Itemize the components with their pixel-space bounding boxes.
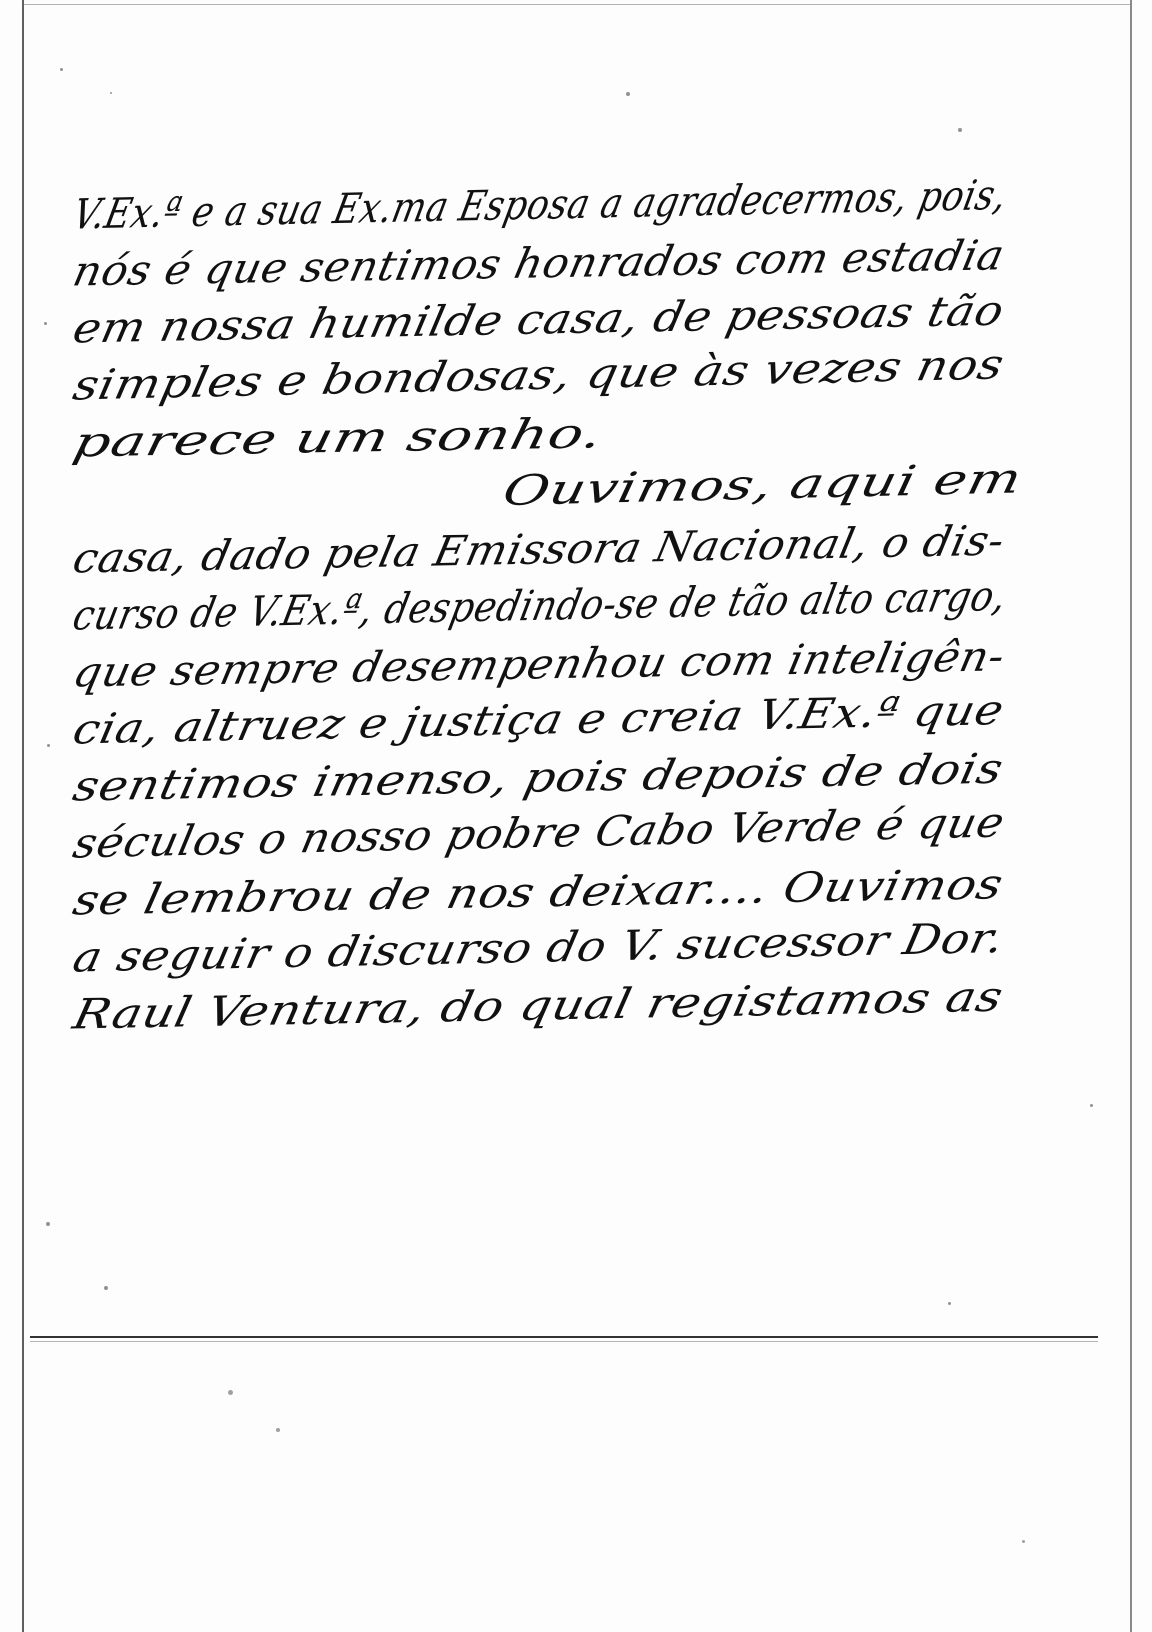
handwritten-line: nós é que sentimos honrados com estadia — [68, 231, 1009, 296]
handwritten-line: casa, dado pela Emissora Nacional, o dis- — [68, 516, 1010, 583]
scan-speckle — [228, 1390, 233, 1395]
handwritten-line: Raul Ventura, do qual registamos as — [68, 972, 1008, 1039]
scan-speckle — [60, 68, 63, 71]
handwritten-line: parece um sonho. — [68, 409, 608, 467]
scan-speckle — [276, 1428, 280, 1432]
page-number — [0, 0, 1, 1]
handwritten-line: V.Ex.ª e a sua Ex.ma Esposa a agradecermos, pois, — [68, 170, 1012, 239]
scan-speckle — [1022, 1540, 1025, 1543]
scan-speckle — [626, 92, 630, 96]
page-left-edge — [22, 0, 24, 1632]
scan-speckle — [46, 1222, 50, 1226]
handwritten-line: se lembrou de nos deixar.... Ouvimos — [68, 860, 1008, 925]
handwritten-line: cia, altruez e justiça e creia V.Ex.ª que — [68, 685, 1009, 754]
handwritten-line: sentimos imenso, pois depois de dois — [68, 744, 1008, 811]
handwritten-line: em nossa humilde casa, de pessoas tão — [68, 286, 1009, 353]
horizontal-rule-shadow — [30, 1341, 1098, 1342]
handwritten-body — [68, 170, 1034, 1296]
scan-speckle — [948, 1302, 951, 1305]
scan-speckle — [47, 744, 50, 747]
scan-speckle — [958, 128, 962, 132]
handwritten-line: curso de V.Ex.ª, despedindo-se de tão alto cargo, — [68, 571, 1012, 640]
handwritten-line: Ouvimos, aqui em — [498, 454, 1027, 516]
handwritten-line: séculos o nosso pobre Cabo Verde é que — [68, 798, 1009, 868]
scan-speckle — [44, 322, 47, 325]
handwritten-line: simples e bondosas, que às vezes nos — [68, 340, 1009, 410]
page-right-edge — [1130, 0, 1132, 1632]
handwritten-line: que sempre desempenhou com inteligên- — [68, 632, 1010, 697]
scan-speckle — [1090, 1104, 1093, 1107]
handwritten-line: a seguir o discurso do V. sucessor Dor. — [68, 913, 1009, 982]
page-top-edge — [22, 4, 1130, 5]
scan-speckle — [110, 92, 112, 94]
horizontal-rule — [30, 1336, 1098, 1338]
